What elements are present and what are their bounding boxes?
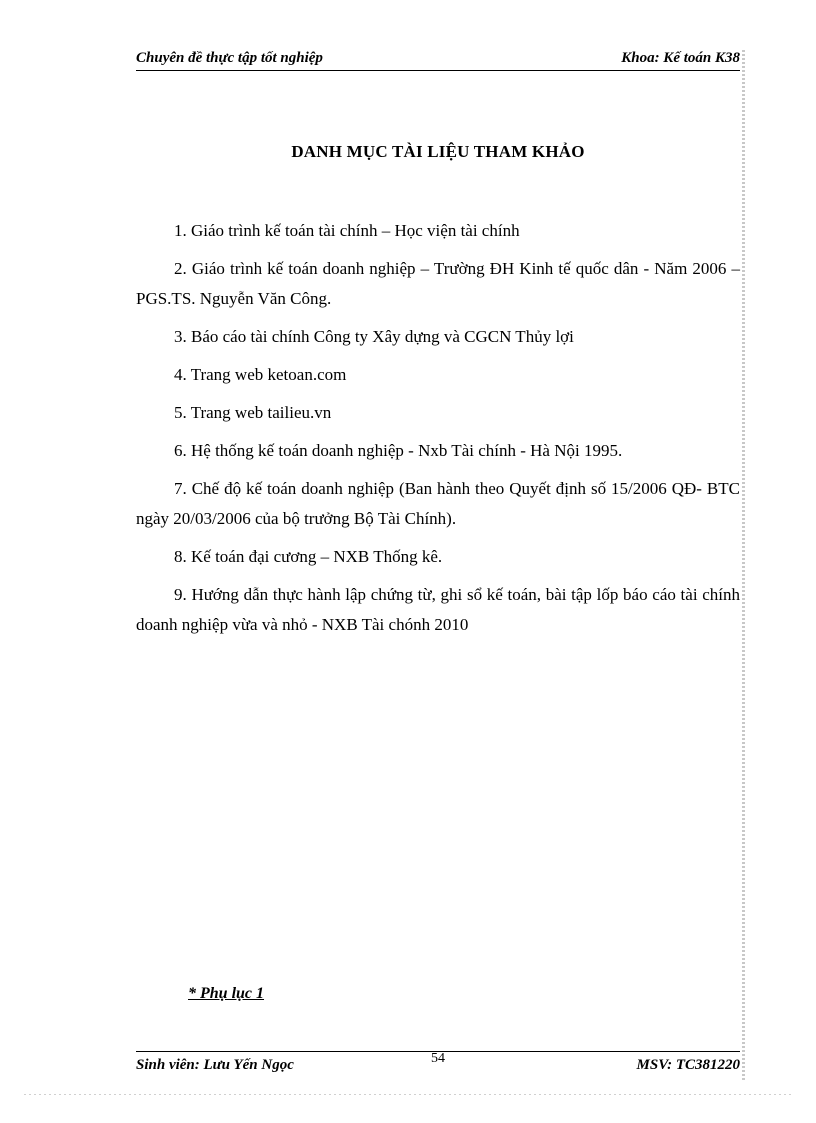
page-border-shadow-bottom [24,1094,794,1095]
appendix-heading: * Phụ lục 1 [188,985,265,1002]
reference-item: 5. Trang web tailieu.vn [174,403,332,422]
reference-item: 3. Báo cáo tài chính Công ty Xây dựng và CGCN Thủy lợi [174,327,574,346]
reference-item: 6. Hệ thống kế toán doanh nghiệp - Nxb Tài chính - Hà Nội 1995. [174,441,623,460]
page-header [136,48,740,71]
header-topic: Chuyên đề thực tập tốt nghiệp [136,50,323,66]
page-footer [136,1051,740,1076]
header-faculty: Khoa: Kế toán K38 [621,50,740,66]
reference-item: 8. Kế toán đại cương – NXB Thống kê. [174,547,443,566]
page-title: DANH MỤC TÀI LIỆU THAM KHẢO [291,142,585,161]
page-number: 54 [431,1051,445,1066]
reference-item: 1. Giáo trình kế toán tài chính – Học viện tài chính [174,221,520,240]
footer-student-id: MSV: TC381220 [636,1057,740,1073]
reference-item: 9. Hướng dẫn thực hành lập chứng từ, ghi sổ kế toán, bài tập lốp báo cáo tài chính doanh nghiệp vừa và nhỏ - NXB Tài chónh 2010 [136,585,740,634]
reference-list [136,216,740,648]
reference-item: 7. Chế độ kế toán doanh nghiệp (Ban hành theo Quyết định số 15/2006 QĐ- BTC ngày 20/03/2006 của bộ trưởng Bộ Tài Chính). [136,479,740,528]
reference-item: 2. Giáo trình kế toán doanh nghiệp – Trường ĐH Kinh tế quốc dân - Năm 2006 – PGS.TS. Nguyễn Văn Công. [136,259,740,308]
page-border-shadow-right [742,50,745,1080]
reference-item: 4. Trang web ketoan.com [174,365,347,384]
footer-student: Sinh viên: Lưu Yến Ngọc [136,1057,294,1073]
